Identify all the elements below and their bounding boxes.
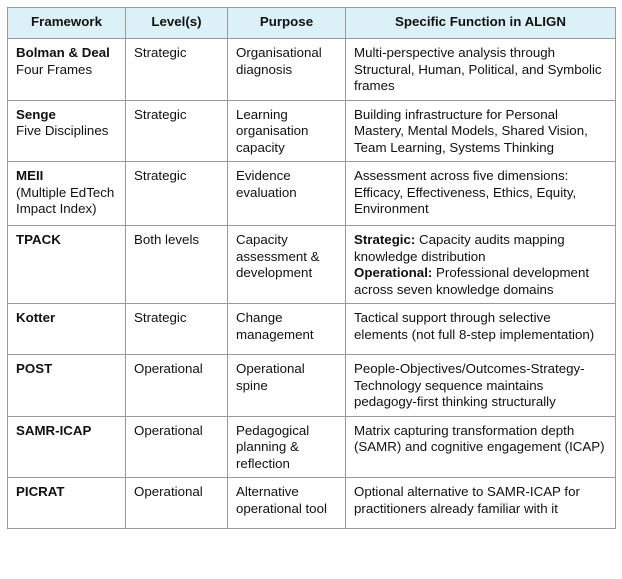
- framework-cell: [8, 478, 126, 529]
- purpose-cell: Change management: [228, 304, 346, 355]
- table-row: [8, 162, 616, 226]
- framework-cell: [8, 100, 126, 162]
- function-cell: [346, 416, 616, 478]
- function-cell: [346, 100, 616, 162]
- framework-name: PICRAT: [16, 484, 65, 499]
- frameworks-table: [7, 7, 616, 529]
- header-framework: Framework: [8, 8, 126, 39]
- table-row: [8, 304, 616, 355]
- function-text: Matrix capturing transformation depth (SAMR) and cognitive engagement (ICAP): [354, 422, 605, 454]
- framework-name: TPACK: [16, 232, 61, 247]
- function-text: Professional development across seven knowledge domains: [354, 265, 590, 297]
- table-row: [8, 355, 616, 417]
- level-cell: Both levels: [126, 226, 228, 304]
- function-cell: [346, 39, 616, 101]
- purpose-cell: Organisational diagnosis: [228, 39, 346, 101]
- level-cell: Strategic: [126, 304, 228, 355]
- function-cell: [346, 226, 616, 304]
- framework-subtitle: (Multiple EdTech Impact Index): [16, 184, 115, 216]
- framework-cell: [8, 416, 126, 478]
- framework-cell: [8, 162, 126, 226]
- function-text: Capacity audits mapping knowledge distribution: [354, 232, 565, 264]
- framework-subtitle: Four Frames: [16, 61, 93, 77]
- purpose-cell: Capacity assessment & development: [228, 226, 346, 304]
- function-cell: [346, 355, 616, 417]
- framework-cell: [8, 355, 126, 417]
- table-row: [8, 478, 616, 529]
- table-row: [8, 100, 616, 162]
- function-text: Multi-perspective analysis through Structural, Human, Political, and Symbolic frames: [354, 45, 602, 93]
- framework-cell: [8, 39, 126, 101]
- table-row: [8, 416, 616, 478]
- function-text: People-Objectives/Outcomes-Strategy-Technology sequence maintains pedagogy-first thinking structurally: [354, 361, 585, 409]
- framework-cell: [8, 226, 126, 304]
- header-levels: Level(s): [126, 8, 228, 39]
- purpose-cell: Learning organisation capacity: [228, 100, 346, 162]
- header-function: Specific Function in ALIGN: [346, 8, 616, 39]
- purpose-cell: Alternative operational tool: [228, 478, 346, 529]
- function-cell: [346, 478, 616, 529]
- header-purpose: Purpose: [228, 8, 346, 39]
- framework-name: MEII: [16, 168, 44, 183]
- framework-name: POST: [16, 361, 53, 376]
- framework-name: Kotter: [16, 310, 56, 325]
- framework-name: SAMR-ICAP: [16, 422, 92, 438]
- function-cell: [346, 162, 616, 226]
- level-cell: Strategic: [126, 162, 228, 226]
- function-text: Assessment across five dimensions: Efficacy, Effectiveness, Ethics, Equity, Environment: [354, 168, 577, 216]
- table-row: [8, 39, 616, 101]
- purpose-cell: Pedagogical planning & reflection: [228, 416, 346, 478]
- framework-name: Bolman & Deal: [16, 45, 110, 60]
- purpose-cell: Operational spine: [228, 355, 346, 417]
- level-cell: Operational: [126, 355, 228, 417]
- level-cell: Strategic: [126, 100, 228, 162]
- framework-cell: [8, 304, 126, 355]
- framework-name: Senge: [16, 106, 56, 122]
- function-label: Strategic:: [354, 232, 416, 247]
- purpose-cell: Evidence evaluation: [228, 162, 346, 226]
- level-cell: Operational: [126, 416, 228, 478]
- framework-subtitle: Five Disciplines: [16, 123, 109, 138]
- header-row: [8, 8, 616, 39]
- function-text: Tactical support through selective elements (not full 8-step implementation): [354, 310, 595, 342]
- function-text: Optional alternative to SAMR-ICAP for practitioners already familiar with it: [354, 484, 580, 516]
- table-row: [8, 226, 616, 304]
- function-cell: [346, 304, 616, 355]
- level-cell: Strategic: [126, 39, 228, 101]
- function-text: Building infrastructure for Personal Mastery, Mental Models, Shared Vision, Team Learning, Systems Thinking: [354, 106, 588, 155]
- function-label: Operational:: [354, 265, 433, 280]
- level-cell: Operational: [126, 478, 228, 529]
